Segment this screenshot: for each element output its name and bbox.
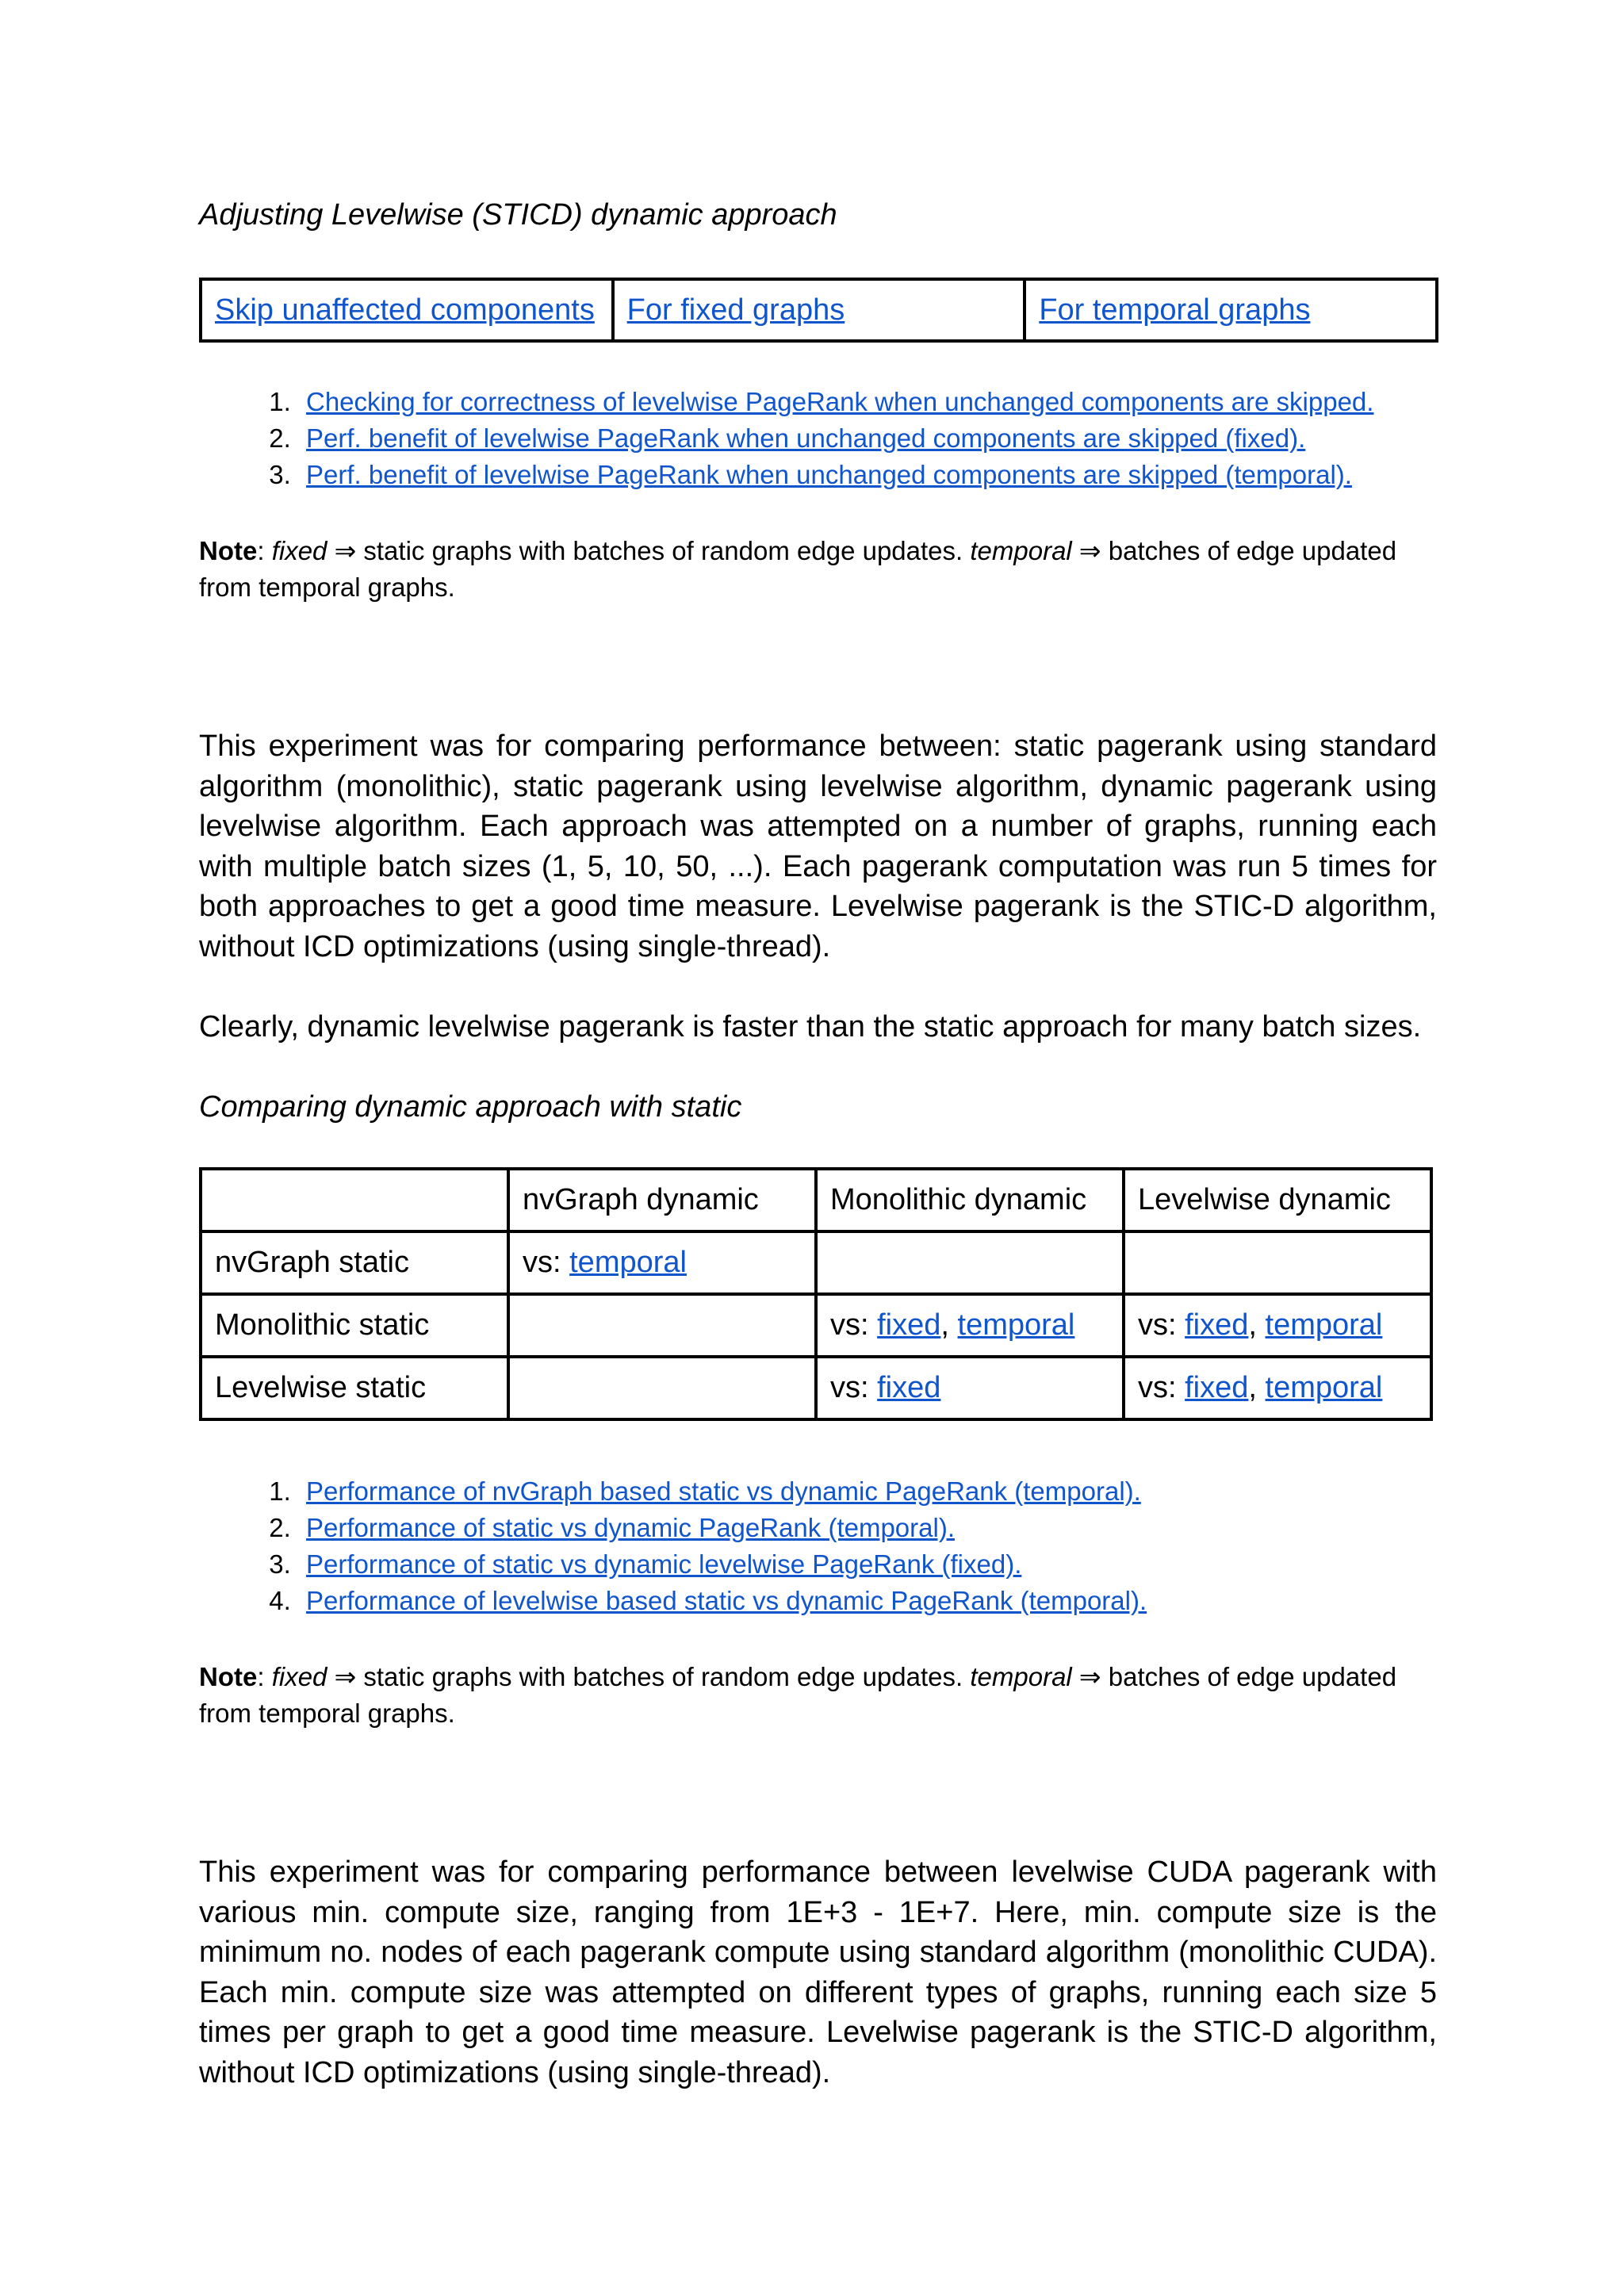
section2-link-list xyxy=(199,1473,1567,1619)
cell-monolithic-monolithic xyxy=(816,1294,1124,1357)
note-sep: : xyxy=(257,1662,272,1691)
comma: , xyxy=(1248,1371,1266,1404)
link-levelwise-fixed-perf[interactable]: Performance of static vs dynamic levelwise PageRank (fixed). xyxy=(306,1549,1022,1579)
vs-label: vs: xyxy=(830,1308,878,1342)
link-levelwise-temporal[interactable]: temporal xyxy=(1265,1371,1383,1404)
vs-label: vs: xyxy=(1138,1308,1185,1342)
note-temporal-desc: ⇒ batches of edge updated from temporal graphs. xyxy=(199,536,1397,602)
table-header-levelwise-dynamic: Levelwise dynamic xyxy=(1124,1169,1431,1231)
section-title-comparing: Comparing dynamic approach with static xyxy=(199,1090,742,1124)
cell-empty xyxy=(508,1357,816,1419)
note-label: Note xyxy=(199,1662,258,1691)
row-label-nvgraph-static: nvGraph static xyxy=(201,1231,508,1294)
note-fixed-desc: ⇒ static graphs with batches of random edge updates. xyxy=(327,536,971,565)
table-row xyxy=(201,1294,1431,1357)
table-row xyxy=(201,1357,1431,1419)
link-nvgraph-temporal[interactable]: temporal xyxy=(569,1246,687,1279)
link-monolithic-levelwise-temporal[interactable]: temporal xyxy=(1265,1308,1383,1342)
note-temporal: temporal xyxy=(970,1662,1072,1691)
link-monolithic-levelwise-fixed[interactable]: fixed xyxy=(1185,1308,1249,1342)
list-item xyxy=(298,1546,1567,1583)
link-correctness[interactable]: Checking for correctness of levelwise PageRank when unchanged components are skipped. xyxy=(306,387,1374,416)
list-item xyxy=(298,420,1567,457)
cell-empty xyxy=(816,1231,1124,1294)
table-header-nvgraph-dynamic: nvGraph dynamic xyxy=(508,1169,816,1231)
note-temporal: temporal xyxy=(970,536,1072,565)
note-temporal-desc: ⇒ batches of edge updated from temporal graphs. xyxy=(199,1662,1397,1728)
cell-nvgraph-nvgraph xyxy=(508,1231,816,1294)
cell-levelwise-levelwise xyxy=(1124,1357,1431,1419)
section-title-levelwise: Adjusting Levelwise (STICD) dynamic approach xyxy=(199,198,837,232)
note-sep: : xyxy=(257,536,272,565)
paragraph-conclusion: Clearly, dynamic levelwise pagerank is faster than the static approach for many batch sizes. xyxy=(199,1010,1422,1044)
link-temporal-graphs[interactable]: For temporal graphs xyxy=(1039,293,1311,327)
nav-table xyxy=(199,278,1438,343)
cell-empty xyxy=(508,1294,816,1357)
cell-monolithic-levelwise xyxy=(1124,1294,1431,1357)
link-levelwise-fixed[interactable]: fixed xyxy=(1185,1371,1249,1404)
table-header-empty xyxy=(201,1169,508,1231)
note-fixed: fixed xyxy=(271,536,327,565)
comparison-table xyxy=(199,1167,1433,1421)
link-levelwise-monolithic-fixed[interactable]: fixed xyxy=(877,1371,941,1404)
comma: , xyxy=(940,1308,958,1342)
note-label: Note xyxy=(199,536,258,565)
list-item xyxy=(298,457,1567,493)
table-row xyxy=(201,1231,1431,1294)
paragraph-experiment-1: This experiment was for comparing performance between: static pagerank using standard algorithm (monolithic), static pagerank using levelwise algorithm, dynamic pagerank using levelwise algorithm. Each approach was attempted on a number of graphs, running each with multiple batch sizes (1, 5, 10, 50, ...). Each pagerank computation was run 5 times for both approaches to get a good time measure. Levelwise pagerank is the STIC-D algorithm, without ICD optimizations (using single-thread). xyxy=(199,730,1437,963)
table-header-monolithic-dynamic: Monolithic dynamic xyxy=(816,1169,1124,1231)
list-item xyxy=(298,1510,1567,1546)
link-perf-fixed[interactable]: Perf. benefit of levelwise PageRank when unchanged components are skipped (fixed). xyxy=(306,423,1306,453)
list-item xyxy=(298,1473,1567,1510)
row-label-levelwise-static: Levelwise static xyxy=(201,1357,508,1419)
comma: , xyxy=(1248,1308,1266,1342)
vs-label: vs: xyxy=(1138,1371,1185,1404)
vs-label: vs: xyxy=(523,1246,570,1279)
nav-cell-skip xyxy=(201,279,613,341)
note-2 xyxy=(199,1659,1437,1732)
note-fixed: fixed xyxy=(271,1662,327,1691)
link-static-dynamic-perf[interactable]: Performance of static vs dynamic PageRank (temporal). xyxy=(306,1513,955,1542)
paragraph-experiment-2: This experiment was for comparing performance between levelwise CUDA pagerank with various min. compute size, ranging from 1E+3 - 1E+7. Here, min. compute size is the minimum no. nodes of each pagerank compute using standard algorithm (monolithic CUDA). Each min. compute size was attempted on different types of graphs, running each size 5 times per graph to get a good time measure. Levelwise pagerank is the STIC-D algorithm, without ICD optimizations (using single-thread). xyxy=(199,1855,1437,2089)
list-item xyxy=(298,384,1567,420)
link-fixed-graphs[interactable]: For fixed graphs xyxy=(626,293,845,327)
link-skip-unaffected[interactable]: Skip unaffected components xyxy=(215,293,595,327)
link-nvgraph-perf[interactable]: Performance of nvGraph based static vs dynamic PageRank (temporal). xyxy=(306,1476,1141,1506)
cell-empty xyxy=(1124,1231,1431,1294)
cell-levelwise-monolithic xyxy=(816,1357,1124,1419)
note-1 xyxy=(199,533,1437,606)
link-monolithic-temporal[interactable]: temporal xyxy=(957,1308,1075,1342)
nav-cell-fixed xyxy=(613,279,1025,341)
list-item xyxy=(298,1583,1567,1619)
nav-cell-temporal xyxy=(1025,279,1437,341)
row-label-monolithic-static: Monolithic static xyxy=(201,1294,508,1357)
section1-link-list xyxy=(199,384,1567,493)
link-monolithic-fixed[interactable]: fixed xyxy=(877,1308,941,1342)
note-fixed-desc: ⇒ static graphs with batches of random edge updates. xyxy=(327,1662,971,1691)
link-perf-temporal[interactable]: Perf. benefit of levelwise PageRank when unchanged components are skipped (temporal). xyxy=(306,460,1352,489)
table-header-row xyxy=(201,1169,1431,1231)
link-levelwise-temporal-perf[interactable]: Performance of levelwise based static vs dynamic PageRank (temporal). xyxy=(306,1586,1147,1615)
vs-label: vs: xyxy=(830,1371,878,1404)
